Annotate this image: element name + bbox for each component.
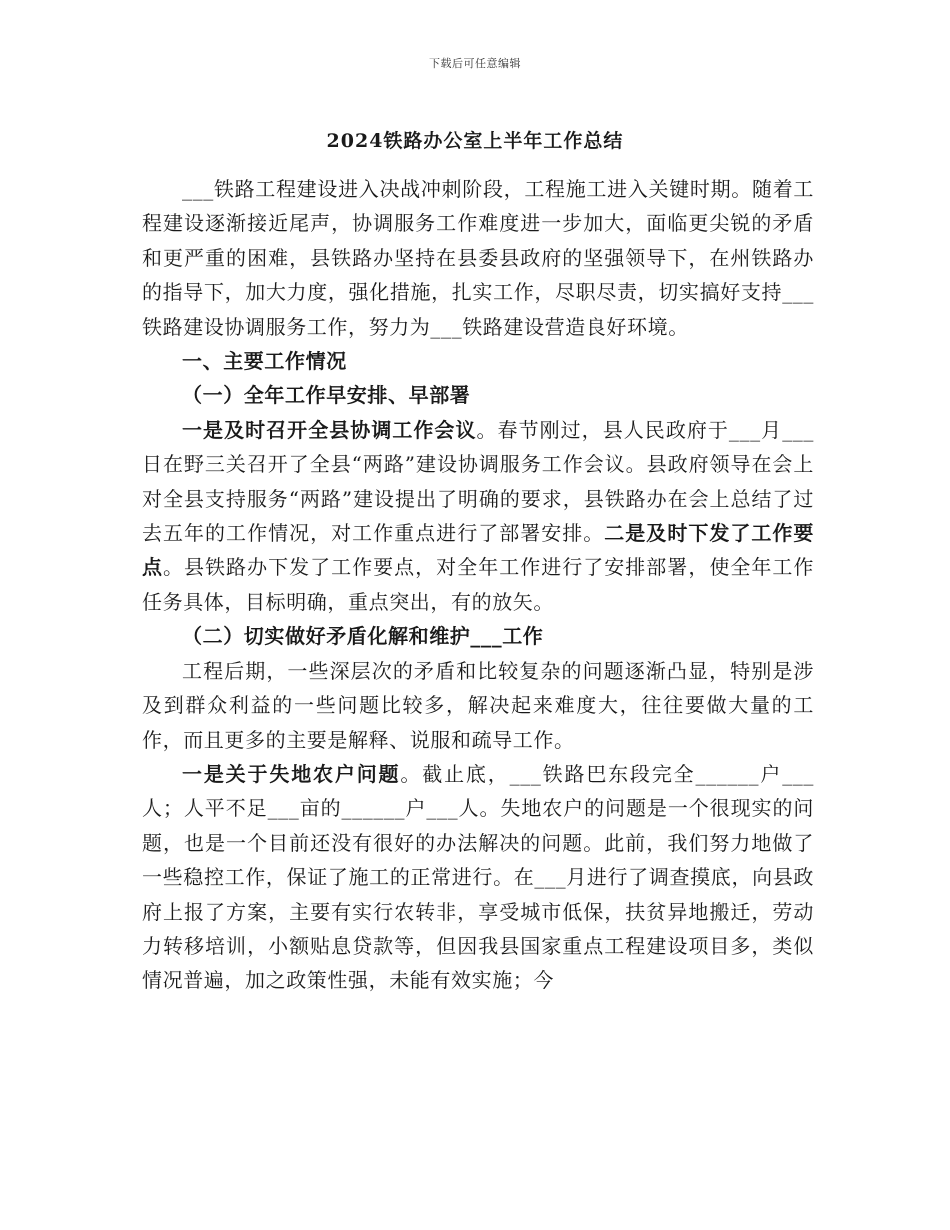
document-title: 2024铁路办公室上半年工作总结 xyxy=(326,130,624,152)
paragraph-text-coordination-meeting: 。春节刚过，县人民政府于___月___日在野三关召开了全县“两路”建设协调服务工作会议。县政府领导在会上对全县支持服务“两路”建设提出了明确的要求，县铁路办在会上总结了过去五年的工作情况，对工作重点进行了部署安排。 xyxy=(142,417,814,546)
subsection-heading-conflict-resolution: （二）切实做好矛盾化解和维护___工作 xyxy=(182,624,544,649)
intro-paragraph: ___铁路工程建设进入决战冲刺阶段，工程施工进入关键时期。随着工程建设逐渐接近尾声，协调服务工作难度进一步加大，面临更尖锐的矛盾和更严重的困难，县铁路办坚持在县委县政府的坚强领导下，在州铁路办的指导下，加大力度，强化措施，扎实工作，尽职尽责，切实搞好支持___铁路建设协调服务工作，努力为___铁路建设营造良好环境。 xyxy=(142,177,814,339)
paragraph-lead-landless-farmers: 一是关于失地农户问题 xyxy=(182,761,401,786)
paragraph-lead-work-points: 二是及时下发了工作要点 xyxy=(142,521,814,580)
page-header-note: 下载后可任意编辑 xyxy=(429,57,521,70)
paragraph-later-stage: 工程后期，一些深层次的矛盾和比较复杂的问题逐渐凸显，特别是涉及到群众利益的一些问题比较多，解决起来难度大，往往要做大量的工作，而且更多的主要是解释、说服和疏导工作。 xyxy=(142,658,814,752)
paragraph-coordination-meeting xyxy=(142,413,814,619)
paragraph-lead-coordination-meeting: 一是及时召开全县协调工作会议 xyxy=(182,417,477,442)
paragraph-text-landless-farmers: 。截止底，___铁路巴东段完全______户___人；人平不足___亩的______户___人。失地农户的问题是一个很现实的问题，也是一个目前还没有很好的办法解决的问题。此前，我们努力地做了一些稳控工作，保证了施工的正常进行。在___月进行了调查摸底，向县政府上报了方案，主要有实行农转非，享受城市低保，扶贫异地搬迁，劳动力转移培训，小额贴息贷款等，但因我县国家重点工程建设项目多，类似情况普遍，加之政策性强，未能有效实施；今 xyxy=(142,761,815,993)
paragraph-text-work-points: 。县铁路办下发了工作要点，对全年工作进行了安排部署，使全年工作任务具体，目标明确，重点突出，有的放矢。 xyxy=(142,555,814,614)
subsection-heading-early-arrangement: （一）全年工作早安排、早部署 xyxy=(182,383,471,408)
document-body xyxy=(142,172,814,998)
section-heading-main-work: 一、主要工作情况 xyxy=(182,349,347,374)
paragraph-landless-farmers xyxy=(142,757,814,998)
